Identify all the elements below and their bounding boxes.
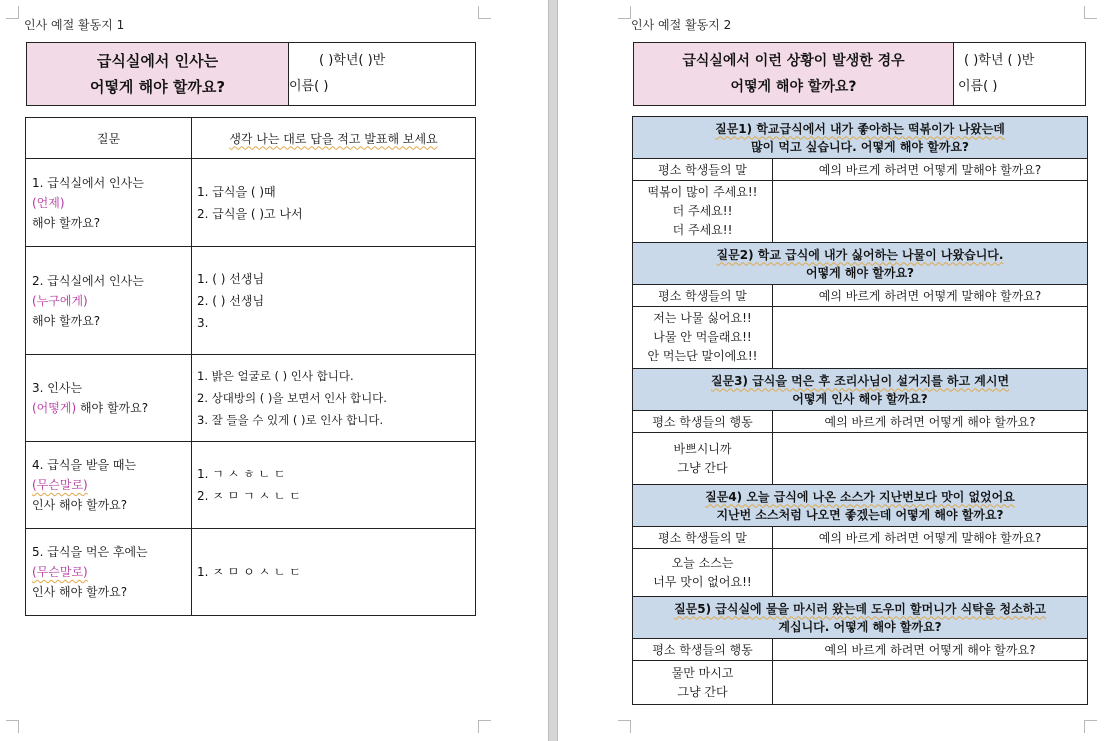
left-label: 평소 학생들의 말	[633, 285, 773, 307]
table-row	[26, 529, 476, 616]
situation-question: 질문4) 오늘 급식에 나온 소스가 지난번보다 맛이 없었어요 지난번 소스처럼 나오면 좋겠는데 어떻게 해야 할까요?	[633, 485, 1088, 527]
name-field[interactable]: 이름( )	[958, 79, 998, 94]
label-row	[633, 639, 1088, 661]
student-remarks: 오늘 소스는 너무 맛이 없어요!!	[633, 549, 773, 597]
right-label: 예의 바르게 하려면 어떻게 말해야 할까요?	[773, 159, 1088, 181]
table-row	[26, 159, 476, 247]
question-cell: 4. 급식을 받을 때는 (무슨말로) 인사 해야 할까요?	[26, 442, 192, 529]
answer-cell[interactable]: 1. ( ) 선생님 2. ( ) 선생님 3.	[192, 247, 476, 355]
student-remarks: 떡볶이 많이 주세요!! 더 주세요!! 더 주세요!!	[633, 181, 773, 243]
student-info[interactable]	[289, 43, 476, 106]
question-cell: 2. 급식실에서 인사는 (누구에게) 해야 할까요?	[26, 247, 192, 355]
worksheet-page-2	[558, 0, 1114, 741]
col-header-question: 질문	[26, 118, 192, 159]
answer-cell[interactable]: 1. ㅈ ㅁ ㅇ ㅅ ㄴ ㄷ	[192, 529, 476, 616]
title-table	[633, 42, 1086, 106]
answer-cell[interactable]	[773, 433, 1088, 485]
grade-class-field[interactable]: ( )학년( )반	[319, 53, 386, 68]
table-row	[26, 247, 476, 355]
answer-cell[interactable]	[773, 549, 1088, 597]
student-remarks: 물만 마시고 그냥 간다	[633, 661, 773, 705]
answer-row	[633, 549, 1088, 597]
col-header-answer: 생각 나는 대로 답을 적고 발표해 보세요	[192, 118, 476, 159]
question-table	[25, 117, 476, 616]
name-field[interactable]: 이름( )	[289, 79, 329, 94]
question-row	[633, 117, 1088, 159]
left-label: 평소 학생들의 행동	[633, 639, 773, 661]
situation-question: 질문2) 학교 급식에 내가 싫어하는 나물이 나왔습니다. 어떻게 해야 할까요?	[633, 243, 1088, 285]
answer-row	[633, 307, 1088, 369]
worksheet-title: 급식실에서 이런 상황이 발생한 경우 어떻게 해야 할까요?	[634, 43, 954, 106]
answer-row	[633, 433, 1088, 485]
page-header: 인사 예절 활동지 2	[631, 18, 732, 32]
page-header: 인사 예절 활동지 1	[24, 18, 125, 32]
answer-row	[633, 661, 1088, 705]
right-label: 예의 바르게 하려면 어떻게 해야 할까요?	[773, 639, 1088, 661]
label-row	[633, 159, 1088, 181]
question-row	[633, 485, 1088, 527]
crop-mark	[618, 720, 631, 733]
student-remarks: 바쁘시니까 그냥 간다	[633, 433, 773, 485]
left-label: 평소 학생들의 말	[633, 159, 773, 181]
question-row	[633, 597, 1088, 639]
answer-cell[interactable]	[773, 661, 1088, 705]
grade-class-field[interactable]: ( )학년 ( )반	[964, 53, 1035, 68]
left-label: 평소 학생들의 행동	[633, 411, 773, 433]
title-table	[26, 42, 476, 106]
label-row	[633, 411, 1088, 433]
situation-question: 질문5) 급식실에 물을 마시러 왔는데 도우미 할머니가 식탁을 청소하고 계십니다. 어떻게 해야 할까요?	[633, 597, 1088, 639]
student-remarks: 저는 나물 싫어요!! 나물 안 먹을래요!! 안 먹는단 말이에요!!	[633, 307, 773, 369]
situation-table	[632, 116, 1088, 705]
table-row	[26, 355, 476, 442]
question-cell: 3. 인사는 (어떻게) 해야 할까요?	[26, 355, 192, 442]
crop-mark	[1084, 6, 1097, 19]
question-row	[633, 369, 1088, 411]
worksheet-page-1	[0, 0, 548, 741]
answer-row	[633, 181, 1088, 243]
label-row	[633, 285, 1088, 307]
left-label: 평소 학생들의 말	[633, 527, 773, 549]
worksheet-title: 급식실에서 인사는 어떻게 해야 할까요?	[27, 43, 289, 106]
answer-cell[interactable]: 1. 급식을 ( )때 2. 급식을 ( )고 나서	[192, 159, 476, 247]
crop-mark	[6, 6, 19, 19]
crop-mark	[1084, 720, 1097, 733]
situation-question: 질문3) 급식을 먹은 후 조리사님이 설거지를 하고 계시면 어떻게 인사 해야 할까요?	[633, 369, 1088, 411]
label-row	[633, 527, 1088, 549]
crop-mark	[478, 720, 491, 733]
answer-cell[interactable]: 1. ㄱ ㅅ ㅎ ㄴ ㄷ 2. ㅈ ㅁ ㄱ ㅅ ㄴ ㄷ	[192, 442, 476, 529]
question-row	[633, 243, 1088, 285]
right-label: 예의 바르게 하려면 어떻게 해야 할까요?	[773, 411, 1088, 433]
crop-mark	[478, 6, 491, 19]
right-label: 예의 바르게 하려면 어떻게 말해야 할까요?	[773, 527, 1088, 549]
answer-cell[interactable]: 1. 밝은 얼굴로 ( ) 인사 합니다. 2. 상대방의 ( )을 보면서 인사 합니다. 3. 잘 들을 수 있게 ( )로 인사 합니다.	[192, 355, 476, 442]
crop-mark	[618, 6, 631, 19]
crop-mark	[6, 720, 19, 733]
answer-cell[interactable]	[773, 181, 1088, 243]
situation-question: 질문1) 학교급식에서 내가 좋아하는 떡볶이가 나왔는데 많이 먹고 싶습니다. 어떻게 해야 할까요?	[633, 117, 1088, 159]
student-info[interactable]	[954, 43, 1086, 106]
question-cell: 1. 급식실에서 인사는 (언제) 해야 할까요?	[26, 159, 192, 247]
page-gutter	[548, 0, 558, 741]
question-cell: 5. 급식을 먹은 후에는 (무슨말로) 인사 해야 할까요?	[26, 529, 192, 616]
answer-cell[interactable]	[773, 307, 1088, 369]
right-label: 예의 바르게 하려면 어떻게 말해야 할까요?	[773, 285, 1088, 307]
table-row	[26, 442, 476, 529]
